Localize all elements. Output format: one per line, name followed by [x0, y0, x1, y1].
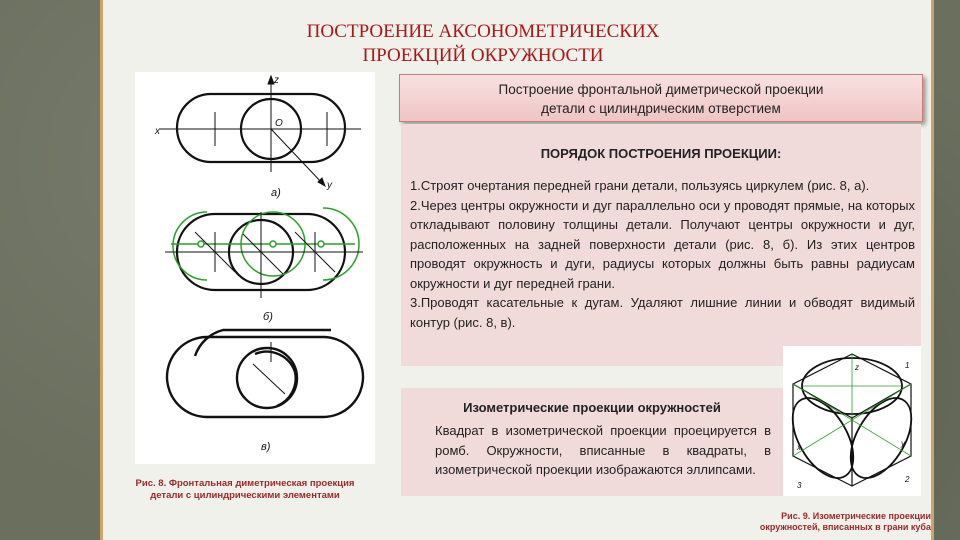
fig9-label-y: y [901, 439, 905, 448]
construction-order-title: ПОРЯДОК ПОСТРОЕНИЯ ПРОЕКЦИИ: [540, 146, 782, 161]
fig9-label-3: 3 [797, 481, 802, 490]
isometric-text: Квадрат в изометрической проекции проецируется в ромб. Окружности, вписанные в квадраты, в изометрической проекции изображаются эллипсами. [435, 423, 771, 477]
fig8a-label: а) [271, 187, 281, 199]
fig8a-label-x: x [155, 126, 160, 137]
slide-title [263, 20, 703, 68]
figure-9-cube [783, 346, 921, 496]
isometric-title: Изометрические проекции окружностей [463, 400, 721, 415]
fig8b-label: б) [263, 311, 273, 323]
fig8a-label-o: O [275, 118, 283, 129]
construction-step-3: 3.Проводят касательные к дугам. Удаляют лишние линии и обводят видимый контур (рис. 8, в). [410, 295, 915, 330]
construction-order-steps [410, 176, 915, 332]
construction-step-2: 2.Через центры окружности и дуг параллельно оси у проводят прямые, на которых откладывают половину толщины детали. Получают центры окружности и дуг, расположенных на задней поверхности детали (рис. 8, б). Из этих центров проводят окружность и дуги, радиусы которых должны быть равны радиусам окружности и дуг передней грани. [410, 197, 915, 291]
figure-8-svg [135, 72, 375, 464]
figure-9-caption-line1: Рис. 9. Изометрические проекции [781, 511, 931, 521]
fig9-label-z: z [855, 363, 859, 372]
construction-order-panel [401, 124, 921, 366]
fig8a-axis-y [271, 129, 323, 184]
construction-step-1: 1.Строят очертания передней грани детали, пользуясь циркулем (рис. 8, а). [410, 178, 870, 193]
fig8a-slot-outline [177, 94, 345, 162]
fig8a-label-z: z [274, 75, 279, 86]
section-header [399, 74, 923, 122]
section-header-line2: детали с цилиндрическим отверстием [541, 101, 781, 116]
figure-8-drawings [135, 72, 375, 464]
section-header-line1: Построение фронтальной диметрической проекции [498, 82, 824, 97]
fig9-label-x: x [797, 443, 801, 452]
slide-title-line1: ПОСТРОЕНИЕ АКСОНОМЕТРИЧЕСКИХ [306, 21, 660, 42]
fig9-label-2: 2 [905, 475, 910, 484]
figure-8-caption-line1: Рис. 8. Фронтальная диметрическая проекция [135, 478, 355, 489]
fig8a-label-y: y [327, 180, 332, 191]
figure-9-caption [715, 511, 931, 533]
figure-9-caption-line2: окружностей, вписанных в грани куба [759, 522, 931, 532]
fig9-label-1: 1 [905, 361, 910, 370]
slide [100, 0, 934, 540]
figure-9-svg [783, 346, 921, 496]
fig8c-label: в) [261, 441, 271, 453]
figure-8-caption [119, 478, 371, 502]
isometric-panel [401, 388, 783, 496]
slide-title-line2: ПРОЕКЦИЙ ОКРУЖНОСТИ [362, 45, 604, 66]
figure-8-caption-line2: детали с цилиндрическими элементами [150, 490, 340, 501]
